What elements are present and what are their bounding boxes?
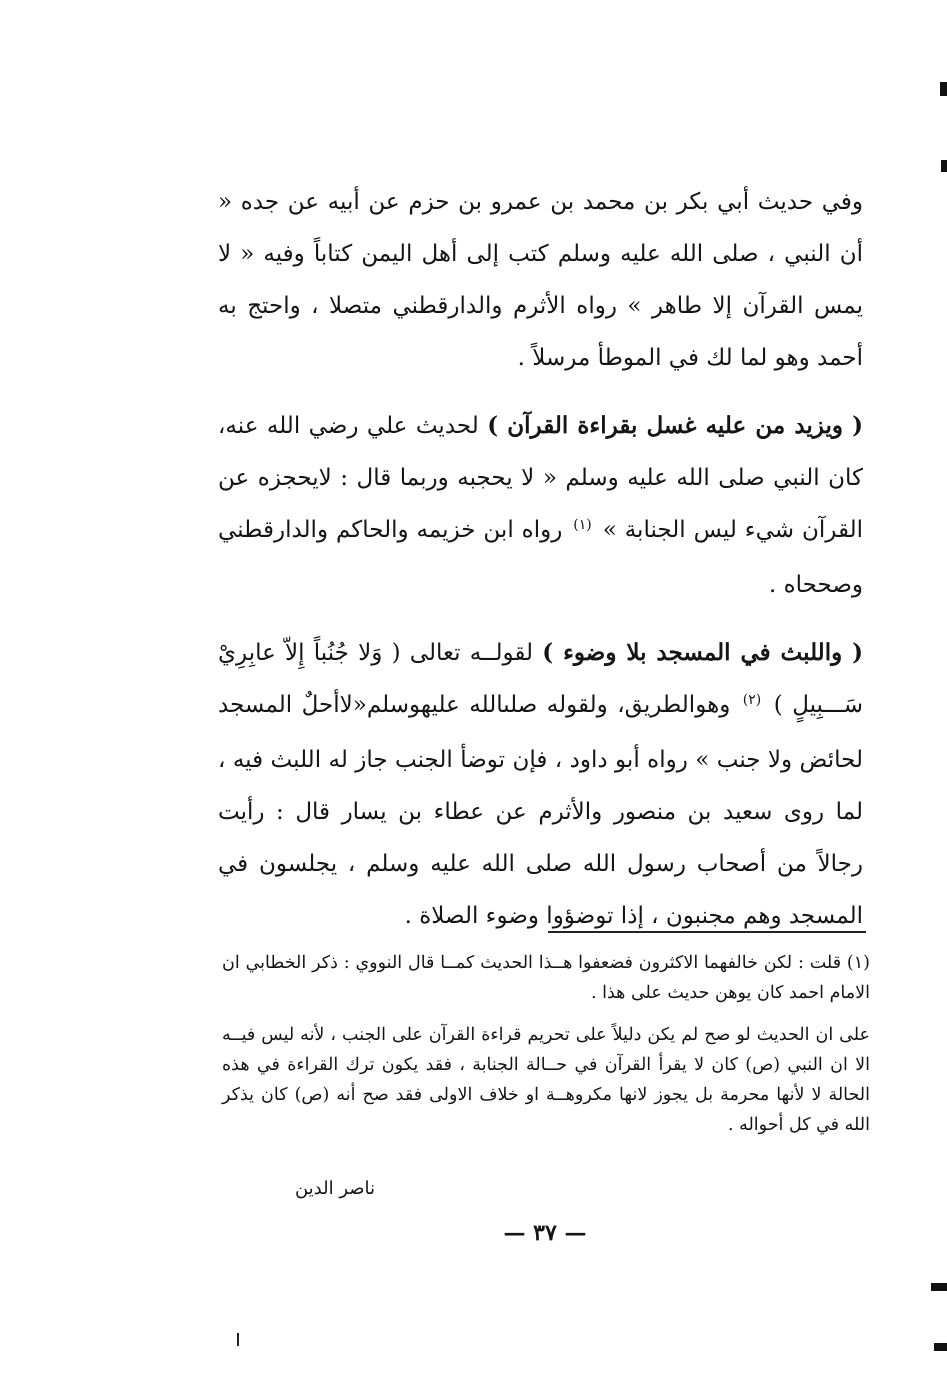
- scan-stray-mark: [237, 1333, 239, 1346]
- scan-edge-mark-lower: [931, 1283, 947, 1291]
- scan-edge-mark-top: [940, 82, 947, 96]
- paragraph-2: [218, 400, 863, 611]
- paragraph-3-text-continued: وهوالطريق، ولقوله صلىالله عليهوسلم«لاأحلٌ المسجد لحائض ولا جنب » رواه أبو داود ، فإن توضأ الجنب جاز له اللبث فيه ، لما روى سعيد بن منصور والأثرم عن عطاء بن يسار قال : رأيت رجالاً من أصحاب رسول الله صلى الله عليه وسلم ، يجلسون في المسجد وهم مجنبون ، إذا توضؤوا وضوء الصلاة .: [218, 692, 863, 929]
- footnote-ref-1: (١): [573, 517, 592, 533]
- paragraph-2-heading: ( ويزيد من عليه غسل بقراءة القرآن ): [487, 412, 864, 439]
- paragraph-3-text: لقولــه تعالى ( وَلا جُنُباً إِلاّ عابِرِيْ سَـــبِيلٍ ): [218, 640, 863, 718]
- paragraph-2-text-continued: رواه ابن خزيمه والحاكم والدارقطني وصححاه .: [218, 517, 863, 598]
- main-body-text: [218, 176, 863, 942]
- footnote-1: (١) قلت : لكن خالفهما الاكثرون فضعفوا هــذا الحديث كمــا قال النووي : ذكر الخطابي ان الامام احمد كان يوهن حديث على هذا .: [222, 953, 870, 1003]
- paragraph-1: [218, 176, 863, 384]
- page-number: — ٣٧ —: [503, 1220, 587, 1246]
- paragraph-3: [218, 627, 863, 942]
- footnote-commentary: على ان الحديث لو صح لم يكن دليلاً على تحريم قراءة القرآن على الجنب ، لأنه ليس فيــه الا ان النبي (ص) كان لا يقرأ القرآن في حــالة الجنابة ، فقد يكون ترك القراءة في هذه الحالة لا لأنها محرمة بل يجوز لانها مكروهــة او خلاف الاولى فقد صح أنه (ص) كان يذكر الله في كل أحواله .: [222, 1025, 870, 1135]
- footnote-divider: [548, 931, 866, 933]
- paragraph-3-heading: ( واللبث في المسجد بلا وضوء ): [542, 639, 863, 666]
- paragraph-1-text: وفي حديث أبي بكر بن محمد بن عمرو بن حزم عن أبيه عن جده « أن النبي ، صلى الله عليه وسلم كتب إلى أهل اليمن كتاباً وفيه « لا يمس القرآن إلا طاهر » رواه الأثرم والدارقطني متصلا ، واحتج به أحمد وهو لما لك في الموطأ مرسلاً .: [218, 189, 863, 371]
- footnote-ref-2: (٢): [742, 692, 762, 708]
- footnote-signature: ناصر الدين: [294, 1178, 376, 1199]
- footnotes: [222, 948, 870, 1140]
- scan-edge-mark-upper: [941, 160, 947, 172]
- paragraph-2-text: لحديث علي رضي الله عنه، كان النبي صلى الله عليه وسلم « لا يحجبه وربما قال : لايحجزه عن القرآن شيء ليس الجنابة »: [218, 413, 864, 543]
- scan-edge-mark-bottom: [934, 1343, 947, 1351]
